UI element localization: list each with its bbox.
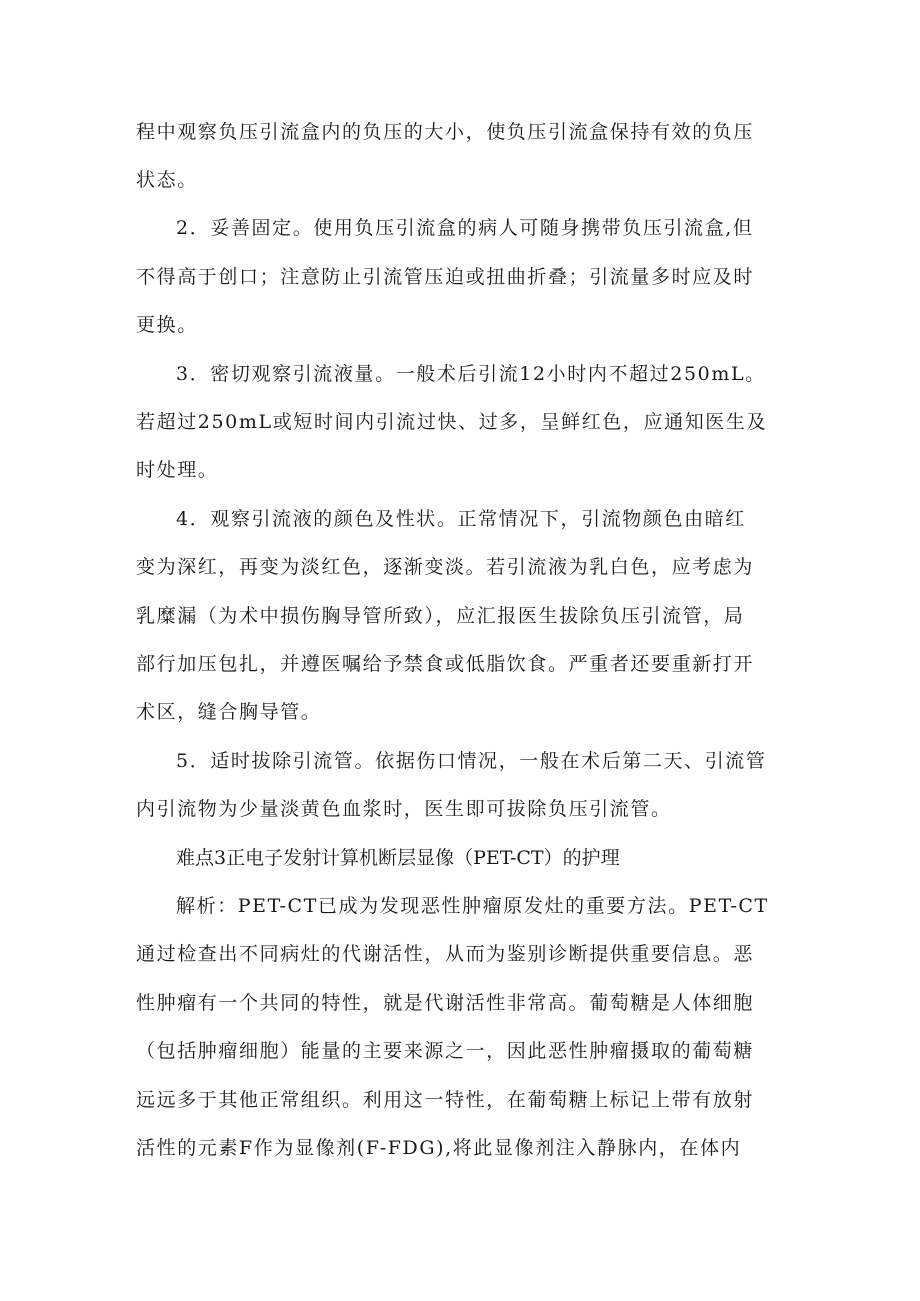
text-line: 乳糜漏（为术中损伤胸导管所致），应汇报医生拔除负压引流管，局: [136, 605, 745, 627]
text-line: 变为深红，再变为淡红色，逐渐变淡。若引流液为乳白色，应考虑为: [136, 556, 755, 578]
text-line: 更换。: [136, 314, 198, 336]
text-line: 若超过250mL或短时间内引流过快、过多，呈鲜红色，应通知医生及: [136, 411, 768, 433]
text-line: （包括肿瘤细胞）能量的主要来源之一，因此恶性肿瘤摄取的葡萄糖: [136, 1040, 755, 1062]
section-heading: 难点3正电子发射计算机断层显像（PET-CT）的护理: [176, 847, 620, 869]
paragraph-5-first-line: 5．适时拔除引流管。依据伤口情况，一般在术后第二天、引流管: [176, 750, 767, 772]
text-line: 程中观察负压引流盒内的负压的大小，使负压引流盒保持有效的负压: [136, 121, 755, 143]
paragraph-4-first-line: 4．观察引流液的颜色及性状。正常情况下，引流物颜色由暗红: [176, 508, 746, 530]
analysis-first-line: 解析：PET-CT已成为发现恶性肿瘤原发灶的重要方法。PET-CT: [176, 895, 769, 917]
text-line: 不得高于创口；注意防止引流管压迫或扭曲折叠；引流量多时应及时: [136, 266, 755, 288]
text-line: 时处理。: [136, 459, 219, 481]
text-line: 活性的元素F作为显像剂(F-FDG),将此显像剂注入静脉内，在体内: [136, 1137, 742, 1159]
text-line: 部行加压包扎，并遵医嘱给予禁食或低脂饮食。严重者还要重新打开: [136, 653, 755, 675]
text-line: 内引流物为少量淡黄色血浆时，医生即可拔除负压引流管。: [136, 798, 672, 820]
text-line: 性肿瘤有一个共同的特性，就是代谢活性非常高。葡萄糖是人体细胞: [136, 992, 755, 1014]
text-line: 远远多于其他正常组织。利用这一特性，在葡萄糖上标记上带有放射: [136, 1089, 755, 1111]
text-line: 通过检查出不同病灶的代谢活性，从而为鉴别诊断提供重要信息。恶: [136, 943, 755, 965]
paragraph-3-first-line: 3．密切观察引流液量。一般术后引流12小时内不超过250mL。: [176, 363, 766, 385]
text-line: 状态。: [136, 169, 198, 191]
text-line: 术区，缝合胸导管。: [136, 701, 322, 723]
paragraph-2-first-line: 2．妥善固定。使用负压引流盒的病人可随身携带负压引流盒,但: [176, 217, 754, 239]
